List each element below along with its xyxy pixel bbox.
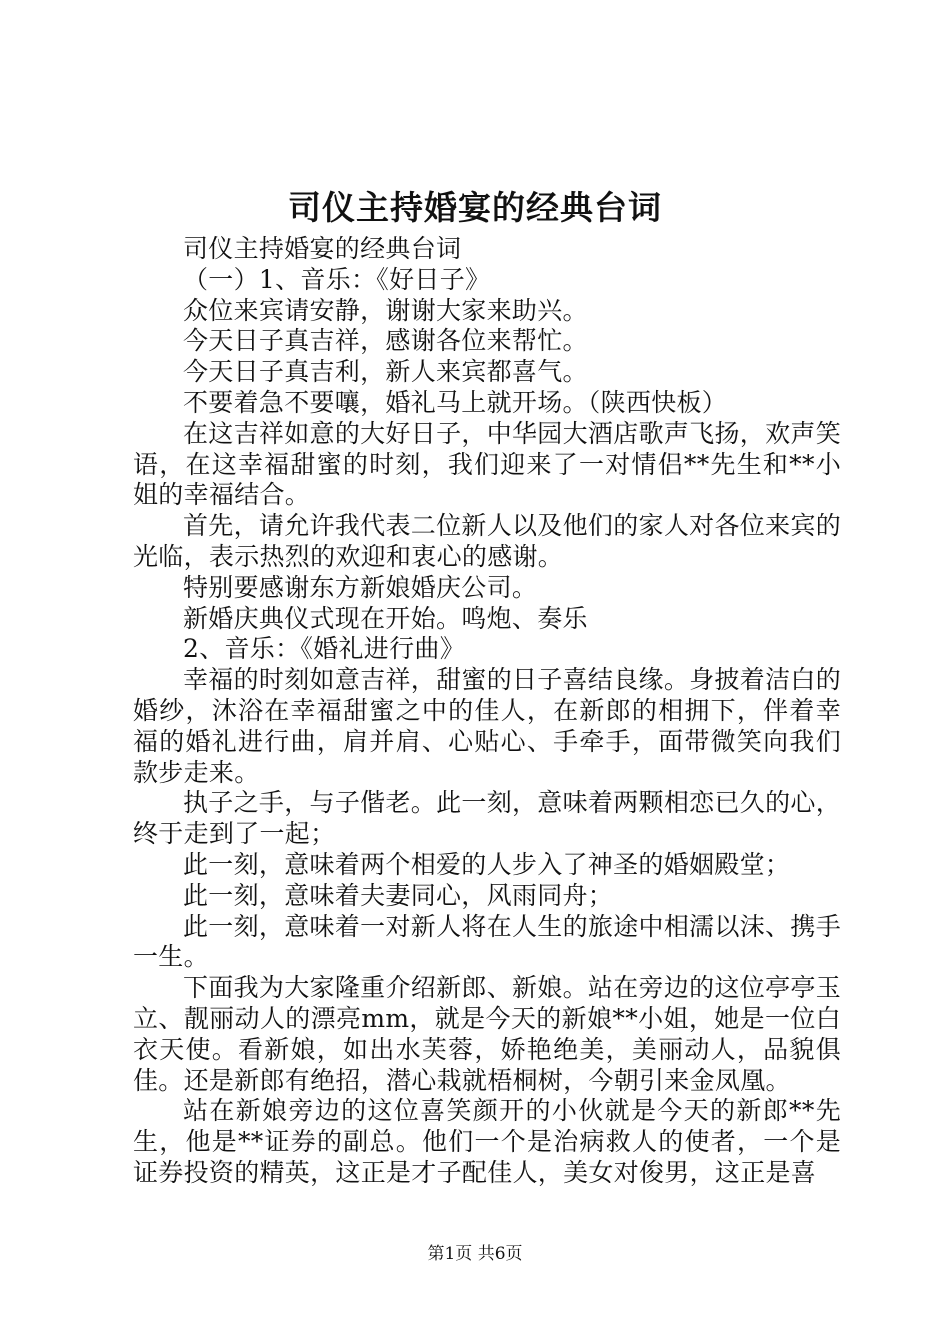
paragraph: 此一刻，意味着一对新人将在人生的旅途中相濡以沫、携手一生。: [133, 911, 841, 972]
paragraph: 站在新娘旁边的这位喜笑颜开的小伙就是今天的新郎**先生，他是**证券的副总。他们一个是治病救人的使者，一个是证券投资的精英，这正是才子配佳人，美女对俊男，这正是喜: [133, 1096, 841, 1187]
paragraph: 今天日子真吉祥，感谢各位来帮忙。: [183, 326, 588, 356]
paragraph: 新婚庆典仪式现在开始。鸣炮、奏乐: [183, 603, 588, 633]
paragraph: 此一刻，意味着两个相爱的人步入了神圣的婚姻殿堂；: [183, 849, 791, 879]
paragraph: （一）1、音乐：《好日子》: [183, 264, 491, 294]
paragraph: 司仪主持婚宴的经典台词: [183, 234, 462, 263]
paragraph: 幸福的时刻如意吉祥，甜蜜的日子喜结良缘。身披着洁白的婚纱，沐浴在幸福甜蜜之中的佳人，在新郎的相拥下，伴着幸福的婚礼进行曲，肩并肩、心贴心、手牵手，面带微笑向我们款步走来。: [133, 665, 841, 787]
paragraph: 不要着急不要嚷，婚礼马上就开场。（陕西快板）: [183, 387, 728, 417]
paragraph: 此一刻，意味着夫妻同心，风雨同舟；: [183, 880, 614, 910]
page-number-footer: 第1页 共6页: [427, 1244, 523, 1264]
paragraph: 首先，请允许我代表二位新人以及他们的家人对各位来宾的光临，表示热烈的欢迎和衷心的感谢。: [133, 511, 841, 571]
paragraph: 下面我为大家隆重介绍新郎、新娘。站在旁边的这位亭亭玉立、靓丽动人的漂亮mm，就是今天的新娘**小姐，她是一位白衣天使。看新娘，如出水芙蓉，娇艳绝美，美丽动人，品貌俱佳。还是新郎有绝招，潜心栽就梧桐树，今朝引来金凤凰。: [133, 973, 841, 1095]
paragraph: 在这吉祥如意的大好日子，中华园大酒店歌声飞扬，欢声笑语，在这幸福甜蜜的时刻，我们迎来了一对情侣**先生和**小姐的幸福结合。: [133, 418, 841, 510]
document-title: 司仪主持婚宴的经典台词: [288, 188, 662, 227]
paragraph: 特别要感谢东方新娘婚庆公司。: [183, 572, 538, 602]
document-body: [133, 234, 841, 1189]
paragraph: 执子之手，与子偕老。此一刻，意味着两颗相恋已久的心，终于走到了一起；: [133, 788, 841, 849]
paragraph: 众位来宾请安静，谢谢大家来助兴。: [183, 295, 588, 325]
paragraph: 今天日子真吉利，新人来宾都喜气。: [183, 357, 588, 387]
paragraph: 2、音乐：《婚礼进行曲》: [183, 634, 466, 664]
